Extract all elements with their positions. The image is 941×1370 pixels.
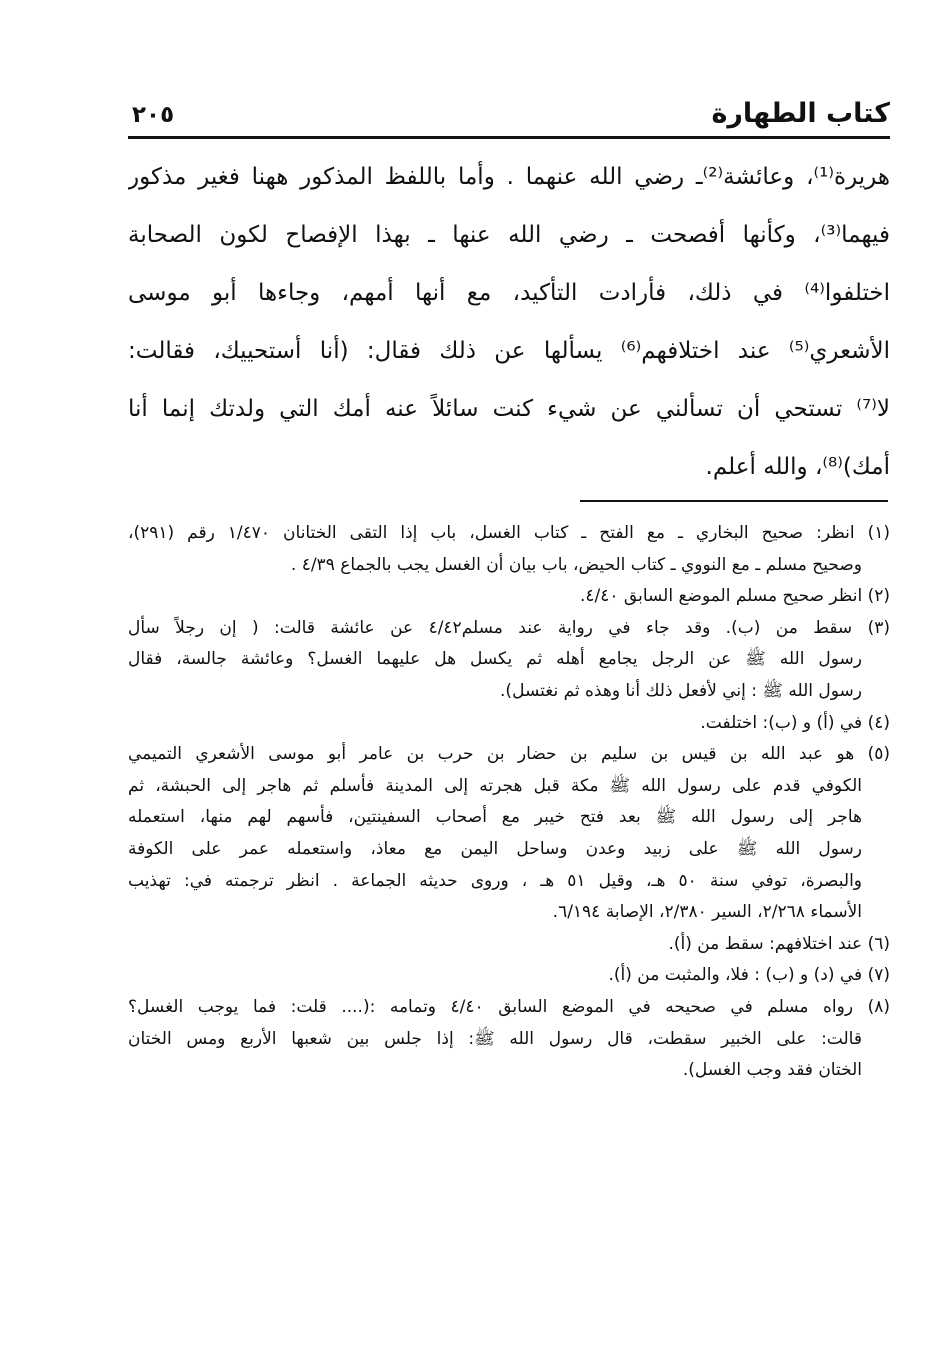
page-number: ٢٠٥ (132, 102, 175, 128)
footnote-5-line: الكوفي قدم على رسول الله ﷺ مكة قبل هجرته إلى المدينة فأسلم ثم هاجر إلى الحبشة، ثم (128, 775, 862, 796)
body-line: فيهما⁽³⁾، وكأنها أفصحت ـ رضي الله عنها ـ بهذا الإفصاح لكون الصحابة (128, 222, 890, 248)
footnote-8-line: الختان فقد وجب الغسل). (682, 1060, 862, 1081)
footnote-3-line: (٣) سقط من (ب). وقد جاء في رواية عند مسلم٤/٤٢ عن عائشة قالت: ( إن رجلاً سأل (128, 617, 890, 638)
body-line: أمك)⁽⁸⁾، والله أعلم. (705, 454, 890, 480)
body-line: اختلفوا⁽⁴⁾ في ذلك، فأرادت التأكيد، مع أنها أمهم، وجاءها أبو موسى (128, 280, 890, 306)
footnote-5-line: هاجر إلى رسول الله ﷺ بعد فتح خيبر مع أصحاب السفينتين، فأسهم لهم منها، استعمله (128, 807, 862, 828)
main-text (128, 152, 890, 500)
footnote-8-line: (٨) رواه مسلم في صحيحه في الموضع السابق ٤/٤٠ وتمامه :(.... قلت: فما يوجب الغسل؟ (128, 996, 890, 1017)
footnote-5-line: الأسماء ٢/٢٦٨، السير ٢/٣٨٠، الإصابة ٦/١٩٤. (552, 902, 862, 923)
footnote-4-line: (٤) في (أ) و (ب): اختلفت. (700, 712, 890, 733)
footnote-5-line: والبصرة، توفي سنة ٥٠ هـ، وقيل ٥١ هـ ، وروى حديثه الجماعة . انظر ترجمته في: تهذيب (128, 870, 863, 891)
footnote-5-line: (٥) هو عبد الله بن قيس بن سليم بن حضار بن حرب بن عامر أبو موسى الأشعري التميمي (128, 744, 890, 765)
body-line: هريرة⁽¹⁾، وعائشة⁽²⁾ـ رضي الله عنهما . وأما باللفظ المذكور ههنا فغير مذكور (128, 164, 890, 190)
footnote-7-line: (٧) في (د) و (ب) : فلا، والمثبت من (أ). (608, 965, 890, 986)
footnote-1-line: وصحيح مسلم ـ مع النووي ـ كتاب الحيض، باب بيان أن الغسل يجب بالجماع ٤/٣٩ . (290, 554, 862, 575)
footnote-separator (580, 500, 888, 502)
footnote-5-line: رسول الله ﷺ على زبيد وعدن وساحل اليمن مع معاذ، واستعمله عمر على الكوفة (128, 838, 862, 859)
footnote-1-line: (١) انظر: صحيح البخاري ـ مع الفتح ـ كتاب الغسل، باب إذا التقى الختانان ١/٤٧٠ رقم (٢٩١)، (128, 523, 890, 543)
footnote-3-line: رسول الله ﷺ عن الرجل يجامع أهله ثم يكسل هل عليهما الغسل؟ وعائشة جالسة، فقال (128, 649, 862, 670)
body-line: لا⁽⁷⁾ تستحي أن تسألني عن شيء كنت سائلاً عنه أمك التي ولدتك إنما أنا (128, 396, 890, 422)
running-title: كتاب الطهارة (711, 98, 890, 129)
footnote-2-line: (٢) انظر صحيح مسلم الموضع السابق ٤/٤٠. (579, 586, 890, 607)
footnote-3-line: رسول الله ﷺ : إني لأفعل ذلك أنا وهذه ثم نغتسل). (500, 680, 862, 701)
footnotes (128, 518, 890, 1087)
body-line: الأشعري⁽⁵⁾ عند اختلافهم⁽⁶⁾ يسألها عن ذلك فقال: (أنا أستحييك، فقالت: (128, 338, 890, 364)
page-header (128, 96, 890, 139)
footnote-8-line: قالت: على الخبير سقطت، قال رسول الله ﷺ: إذا جلس بين شعبها الأربع ومس الختان (128, 1028, 862, 1049)
footnote-6-line: (٦) عند اختلافهم: سقط من (أ). (668, 933, 890, 954)
